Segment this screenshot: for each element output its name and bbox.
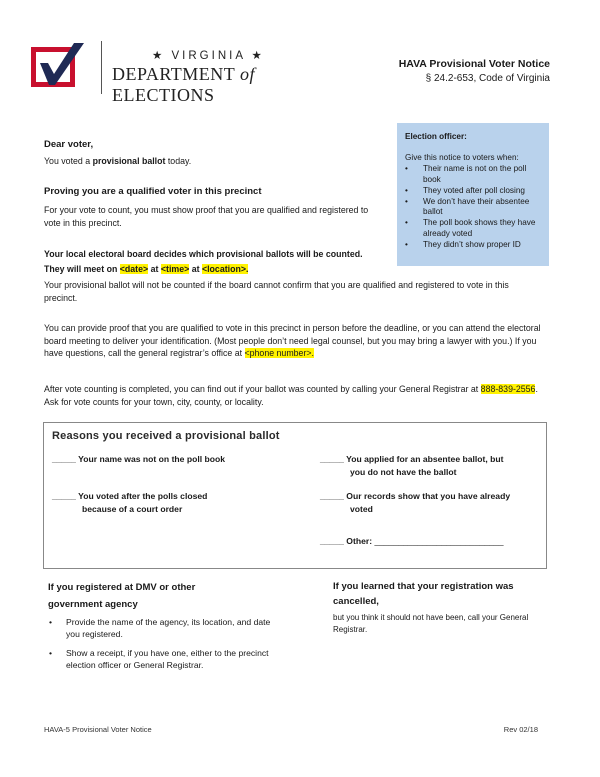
bullet-icon: • xyxy=(405,196,408,206)
list-item: • They didn’t show proper ID xyxy=(405,239,521,249)
document-title: HAVA Provisional Voter Notice xyxy=(398,58,550,70)
officer-box-intro: Give this notice to voters when: xyxy=(405,153,519,162)
dmv-heading: If you registered at DMV or other government agency xyxy=(48,582,196,610)
list-item: • The poll book shows they have already voted xyxy=(405,218,536,238)
proof-text: For your vote to count, you must show proof that you are qualified and registered to vote in this precinct. xyxy=(44,205,369,228)
checkmark-ballot-icon xyxy=(30,41,94,91)
bullet-icon: • xyxy=(405,164,408,173)
list-item: • We don’t have their absentee ballot xyxy=(405,196,530,216)
list-item: • Their name is not on the poll book xyxy=(405,164,527,184)
reasons-box xyxy=(43,422,547,569)
bullet-icon: • xyxy=(49,648,53,658)
department-logo xyxy=(30,41,94,91)
bullet-icon: • xyxy=(49,617,53,627)
checkbox-blank[interactable]: _____ xyxy=(320,536,344,546)
footer-form-name: HAVA-5 Provisional Voter Notice xyxy=(44,725,152,734)
list-item: • Provide the name of the agency, its location, and date you registered. xyxy=(49,617,271,639)
elections-word: ELECTIONS xyxy=(112,85,215,105)
other-reason-field[interactable]: ___________________________ xyxy=(372,536,504,546)
time-placeholder: <time> xyxy=(160,264,190,274)
bullet-icon: • xyxy=(405,185,408,195)
board-meeting-line: They will meet on <date> at <time> at <location>. xyxy=(44,264,249,274)
location-placeholder: <location>. xyxy=(201,264,249,274)
election-officer-box xyxy=(397,123,549,266)
date-placeholder: <date> xyxy=(119,264,149,274)
board-heading: Your local electoral board decides which provisional ballots will be counted. xyxy=(44,249,363,259)
footer-revision: Rev 02/18 xyxy=(503,725,538,734)
provisional-ballot-emphasis: provisional ballot xyxy=(92,156,166,166)
reason-absentee-ballot-missing: _____ You applied for an absentee ballot, but you do not have the ballot xyxy=(320,454,504,477)
checkbox-blank[interactable]: _____ xyxy=(320,491,344,501)
list-item: • Show a receipt, if you have one, either to the precinct election officer or General Registrar. xyxy=(49,648,269,670)
board-text: Your provisional ballot will not be counted if the board cannot confirm that you are qualified and registered to vote in this precinct. xyxy=(44,280,509,303)
bullet-icon: • xyxy=(405,218,408,227)
checkbox-blank[interactable]: _____ xyxy=(320,454,344,464)
of-word: of xyxy=(239,64,255,84)
department-name xyxy=(112,64,352,106)
document-code-reference: § 24.2-653, Code of Virginia xyxy=(425,73,550,84)
reason-other: _____ Other: ___________________________ xyxy=(320,536,504,546)
cancelled-text: but you think it should not have been, call your General Registrar. xyxy=(333,613,529,634)
cancelled-heading: If you learned that your registration was cancelled, xyxy=(333,581,514,607)
list-item: • They voted after poll closing xyxy=(405,185,525,195)
proof-heading: Proving you are a qualified voter in this precinct xyxy=(44,186,262,197)
bullet-icon: • xyxy=(405,239,408,249)
officer-conditions-list xyxy=(405,164,545,251)
provide-proof-text: You can provide proof that you are qualified to vote in this precinct in person before the deadline, or you can attend the electoral board meeting to deliver your identification. (Most people don’t need legal counsel, but you may bring a lawyer with you.) If you have questions, call the general registrar’s office at <phone number>. xyxy=(44,323,541,358)
reason-not-on-poll-book: _____ Your name was not on the poll book xyxy=(52,454,226,464)
state-name: ★ VIRGINIA ★ xyxy=(152,50,265,62)
greeting-line: You voted a provisional ballot today. xyxy=(44,156,192,166)
reason-already-voted: _____ Our records show that you have already voted xyxy=(320,491,511,514)
header-divider xyxy=(101,41,102,94)
dmv-steps-list xyxy=(48,616,278,678)
greeting-heading: Dear voter, xyxy=(44,139,94,150)
checkbox-blank[interactable]: _____ xyxy=(52,491,76,501)
reasons-title: Reasons you received a provisional ballot xyxy=(52,430,280,442)
department-word: DEPARTMENT xyxy=(112,64,235,84)
after-counting-text: After vote counting is completed, you can find out if your ballot was counted by calling your General Registrar at 888-839-2556. Ask for vote counts for your town, city, county, or locality. xyxy=(44,384,538,407)
officer-box-title: Election officer: xyxy=(405,132,467,141)
checkbox-blank[interactable]: _____ xyxy=(52,454,76,464)
reason-voted-after-polls-closed: _____ You voted after the polls closed because of a court order xyxy=(52,491,208,514)
phone-number-placeholder: <phone number>. xyxy=(244,348,314,358)
registrar-phone: 888-839-2556 xyxy=(480,384,536,394)
